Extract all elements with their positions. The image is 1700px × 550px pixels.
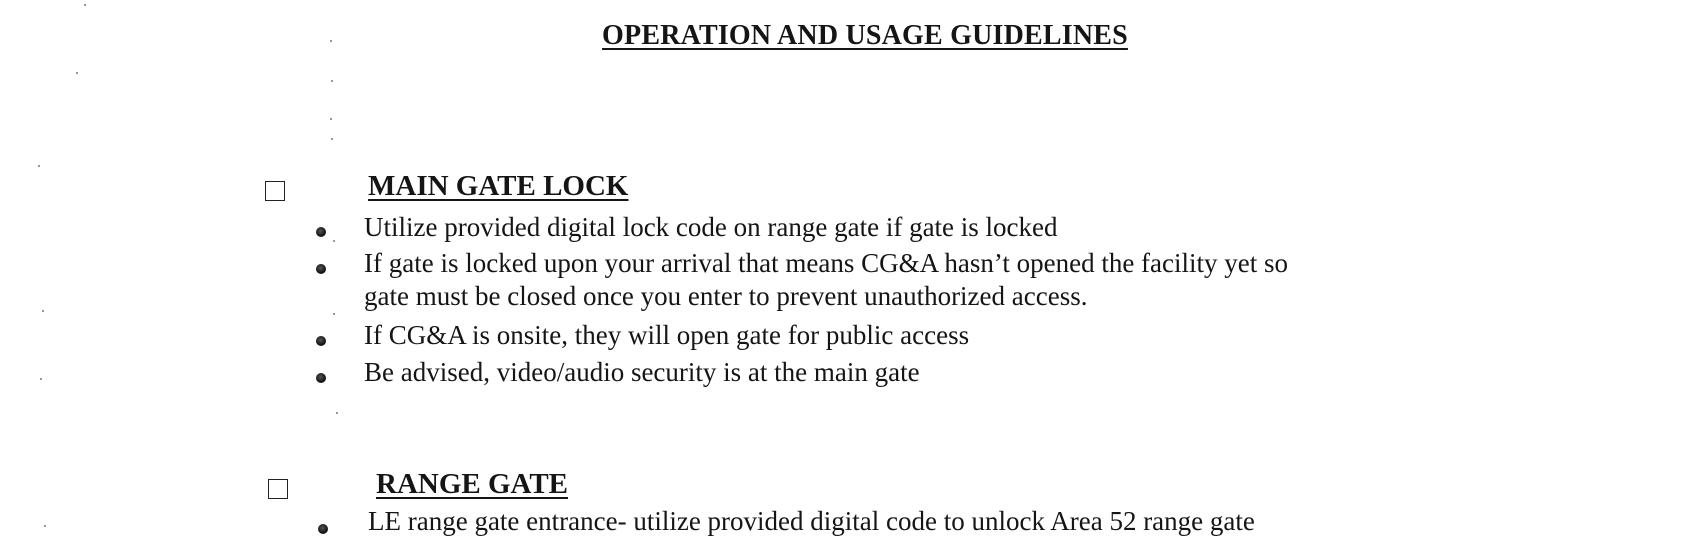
scan-speck — [331, 80, 333, 82]
section-checkbox[interactable] — [268, 479, 288, 499]
bullet-icon — [316, 264, 326, 274]
scan-speck — [44, 525, 46, 527]
bullet-text: Be advised, video/audio security is at the main gate — [364, 357, 920, 387]
section-checkbox[interactable] — [265, 181, 285, 201]
scan-speck — [84, 4, 86, 6]
bullet-text: If CG&A is onsite, they will open gate for public access — [364, 320, 970, 350]
section-range-gate — [268, 474, 288, 504]
scan-speck — [333, 313, 335, 315]
bullet-icon — [318, 524, 328, 534]
bullet-text: If gate is locked upon your arrival that means CG&A hasn’t opened the facility yet so — [364, 248, 1289, 278]
section-heading: MAIN GATE LOCK — [368, 170, 629, 202]
bullet-icon — [316, 227, 326, 237]
bullet-continuation-text: gate must be closed once you enter to prevent unauthorized access. — [364, 281, 1088, 311]
scan-speck — [38, 165, 40, 167]
scan-speck — [333, 240, 335, 242]
scan-speck — [40, 378, 42, 380]
bullet-icon — [316, 336, 326, 346]
section-main-gate-lock — [265, 176, 285, 206]
page-title: OPERATION AND USAGE GUIDELINES — [602, 20, 1128, 51]
bullet-text: Utilize provided digital lock code on range gate if gate is locked — [364, 212, 1058, 242]
section-heading: RANGE GATE — [376, 468, 569, 500]
scan-speck — [330, 118, 332, 120]
bullet-text: LE range gate entrance- utilize provided digital code to unlock Area 52 range gate — [368, 506, 1255, 536]
scan-speck — [331, 138, 333, 140]
scan-speck — [336, 412, 338, 414]
scan-speck — [76, 72, 78, 74]
scan-speck — [42, 310, 44, 312]
bullet-icon — [316, 373, 326, 383]
